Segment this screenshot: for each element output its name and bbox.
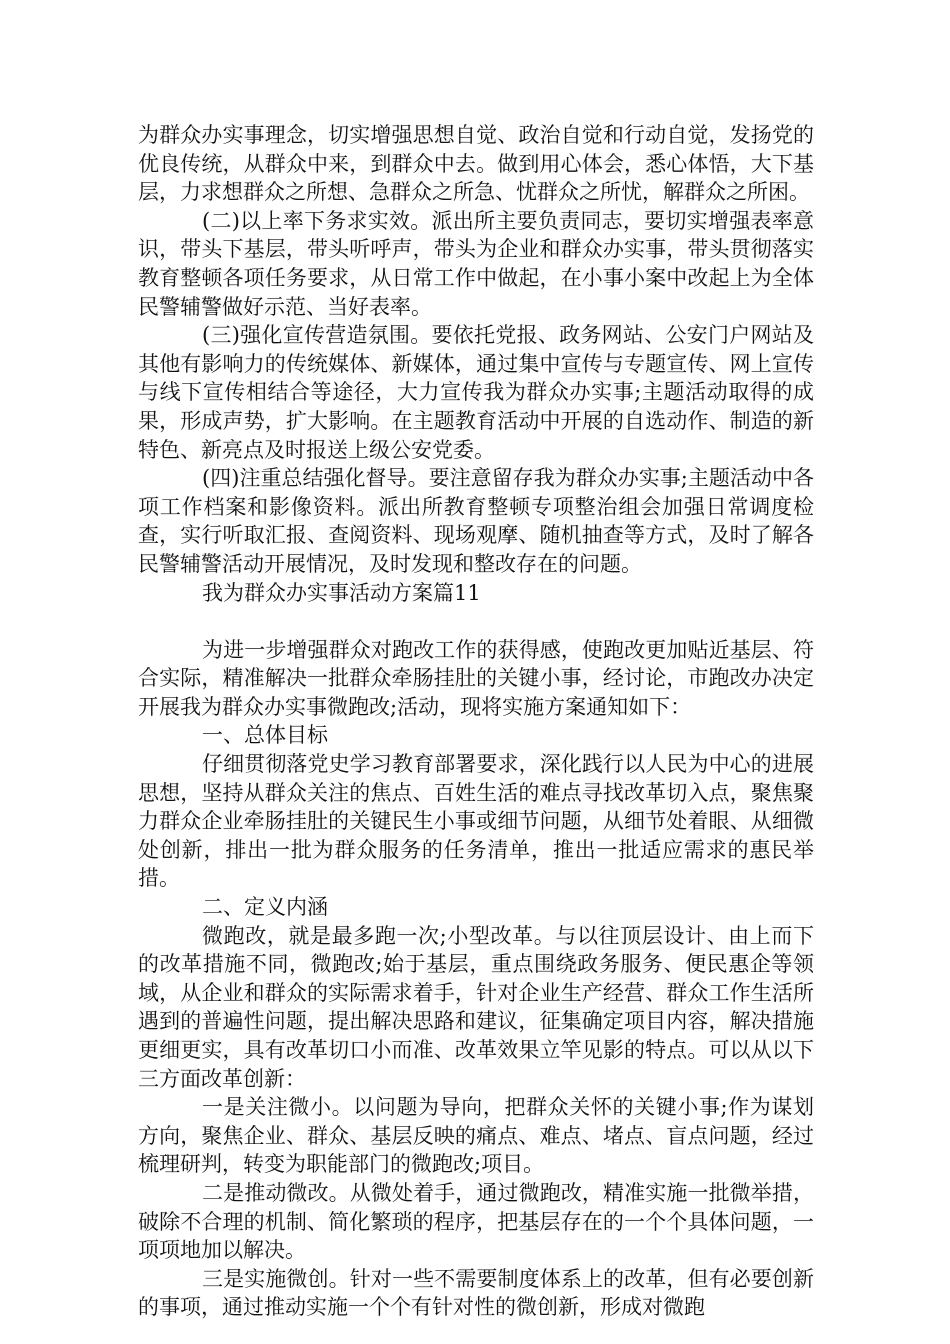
section-heading: 二、定义内涵 (202, 895, 328, 920)
paragraph: (二)以上率下务求实效。派出所主要负责同志，要切实增强表率意识，带头下基层，带头听呼声，带头为企业和群众办实事，带头贯彻落实教育整顿各项任务要求，从日常工作中做起，在小事小案中改起上为全体民警辅警做好示范、当好表率。 (138, 208, 814, 319)
section-title: 我为群众办实事活动方案篇11 (202, 580, 481, 605)
paragraph: 一是关注微小。以问题为导向，把群众关怀的关键小事;作为谋划方向，聚焦企业、群众、基层反映的痛点、难点、堵点、盲点问题，经过梳理研判，转变为职能部门的微跑改;项目。 (138, 1095, 814, 1177)
blank-line (138, 607, 814, 636)
paragraph: 为群众办实事理念，切实增强思想自觉、政治自觉和行动自觉，发扬党的优良传统，从群众中来，到群众中去。做到用心体会，悉心体悟，大下基层，力求想群众之所想、急群众之所急、忧群众之所忧，解群众之所困。 (138, 123, 814, 205)
document-body (138, 121, 814, 1322)
paragraph: (三)强化宣传营造氛围。要依托党报、政务网站、公安门户网站及其他有影响力的传统媒体、新媒体，通过集中宣传与专题宣传、网上宣传与线下宣传相结合等途径，大力宣传我为群众办实事;主题活动取得的成果，形成声势，扩大影响。在主题教育活动中开展的自选动作、制造的新特色、新亮点及时报送上级公安党委。 (138, 323, 814, 462)
paragraph: 二是推动微改。从微处着手，通过微跑改，精准实施一批微举措，破除不合理的机制、简化繁琐的程序，把基层存在的一个个具体问题，一项项地加以解决。 (138, 1180, 814, 1263)
paragraph: 为进一步增强群众对跑改工作的获得感，使跑改更加贴近基层、符合实际，精准解决一批群众牵肠挂肚的关键小事，经讨论，市跑改办决定开展我为群众办实事微跑改;活动，现将实施方案通知如下： (138, 637, 814, 719)
paragraph: (四)注重总结强化督导。要注意留存我为群众办实事;主题活动中各项工作档案和影像资料。派出所教育整顿专项整治组会加强日常调度检查，实行听取汇报、查阅资料、现场观摩、随机抽查等方式，及时了解各民警辅警活动开展情况，及时发现和整改存在的问题。 (138, 466, 814, 576)
paragraph: 三是实施微创。针对一些不需要制度体系上的改革，但有必要创新的事项，通过推动实施一个个有针对性的微创新，形成对微跑 (138, 1266, 814, 1320)
section-heading: 一、总体目标 (202, 723, 328, 748)
paragraph: 仔细贯彻落党史学习教育部署要求，深化践行以人民为中心的进展思想，坚持从群众关注的焦点、百姓生活的难点寻找改革切入点，聚焦聚力群众企业牵肠挂肚的关键民生小事或细节问题，从细节处着眼、从细微处创新，排出一批为群众服务的任务清单，推出一批适应需求的惠民举措。 (138, 752, 814, 891)
paragraph: 微跑改，就是最多跑一次;小型改革。与以往顶层设计、由上而下的改革措施不同，微跑改;始于基层，重点围绕政务服务、便民惠企等领域，从企业和群众的实际需求着手，针对企业生产经营、群众工作生活所遇到的普遍性问题，提出解决思路和建议，征集确定项目内容，解决措施更细更实，具有改革切口小而准、改革效果立竿见影的特点。可以从以下三方面改革创新： (138, 923, 814, 1091)
